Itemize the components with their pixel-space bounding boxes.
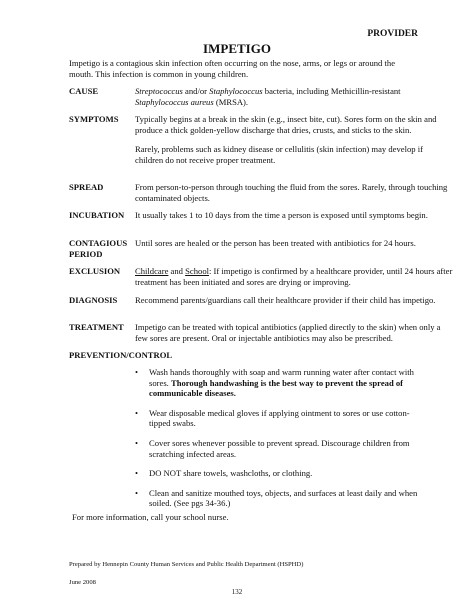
exclusion-school: School	[185, 266, 209, 276]
contagious-period-text: Until sores are healed or the person has been treated with antibiotics for 24 hours.	[135, 238, 416, 248]
symptoms-paragraph-2: Rarely, problems such as kidney disease or cellulitis (skin infection) may develop if children do not receive proper treatment.	[135, 144, 423, 165]
list-item	[135, 488, 425, 509]
treatment-text: Impetigo can be treated with topical antibiotics (applied directly to the skin) when only a few sores are present. Oral or injectable antibiotics may also be prescribed.	[135, 322, 441, 343]
contagious-label-line-1: CONTAGIOUS	[69, 238, 128, 248]
exclusion-label: EXCLUSION	[69, 266, 121, 276]
prevention-heading: PREVENTION/CONTROL	[69, 350, 173, 360]
prepared-by-footer: Prepared by Hennepin County Human Services and Public Health Department (HSPHD)	[69, 561, 304, 568]
bullet-icon: •	[135, 407, 139, 418]
prevention-item-2-text: Wear disposable medical gloves if applying ointment to sores or use cotton-tipped swabs.	[149, 407, 410, 429]
exclusion-detail: : If impetigo is confirmed by a healthcare provider, until 24 hours after treatment has been initiated and sores are drying or improving.	[135, 266, 453, 287]
diagnosis-label: DIAGNOSIS	[69, 295, 118, 305]
list-item	[135, 438, 425, 459]
cause-text	[135, 86, 453, 107]
page-title: IMPETIGO	[203, 41, 271, 56]
cause-label: CAUSE	[69, 86, 99, 96]
diagnosis-text: Recommend parents/guardians call their healthcare provider if their child has impetigo.	[135, 295, 436, 305]
symptoms-paragraph-1: Typically begins at a break in the skin (e.g., insect bite, cut). Sores form on the skin and produce a thick golden-yellow discharge that dries, crusts, and sticks to the skin.	[135, 114, 437, 135]
bullet-icon: •	[135, 367, 139, 377]
symptoms-label: SYMPTOMS	[69, 114, 119, 124]
page-number: 132	[231, 588, 243, 596]
prevention-item-4-text: DO NOT share towels, washcloths, or clothing.	[149, 468, 313, 479]
incubation-label: INCUBATION	[69, 210, 125, 220]
contagious-period-label	[69, 238, 133, 259]
prevention-list	[135, 367, 425, 518]
list-item	[135, 468, 425, 479]
list-item	[135, 408, 425, 429]
symptoms-text	[135, 114, 453, 174]
intro-paragraph: Impetigo is a contagious skin infection often occurring on the nose, arms, or legs or around the mouth. This infection is common in young children.	[69, 58, 396, 79]
exclusion-and: and	[168, 266, 186, 276]
cause-text-mid: bacteria, including Methicillin-resistant	[262, 86, 401, 96]
bullet-icon: •	[135, 487, 139, 498]
prevention-item-1-emphasis: Thorough handwashing is the best way to prevent the spread of communicable diseases.	[149, 377, 404, 399]
cause-text-end: (MRSA).	[213, 96, 249, 107]
publication-date: June 2008	[69, 579, 96, 586]
cause-organism-2: Staphylococcus	[209, 86, 263, 96]
prevention-item-1-text: Wash hands thoroughly with soap and warm running water after contact with sores.	[149, 367, 414, 388]
cause-organism-1: Streptococcus	[135, 86, 183, 96]
bullet-icon: •	[135, 437, 139, 448]
list-item	[135, 367, 425, 399]
provider-label: PROVIDER	[367, 29, 418, 39]
prevention-item-3-text: Cover sores whenever possible to prevent spread. Discourage children from scratching infected areas.	[149, 437, 410, 459]
more-info-text: For more information, call your school nurse.	[72, 512, 229, 522]
bullet-icon: •	[135, 468, 139, 479]
contagious-label-line-2: PERIOD	[69, 248, 103, 259]
cause-connector: and/or	[182, 86, 210, 96]
spread-text: From person-to-person through touching the fluid from the sores. Rarely, through touching contaminated objects.	[135, 182, 448, 203]
exclusion-text	[135, 266, 453, 287]
exclusion-childcare: Childcare	[135, 266, 169, 276]
treatment-label: TREATMENT	[69, 322, 124, 332]
prevention-item-5-text: Clean and sanitize mouthed toys, objects, and surfaces at least daily and when soiled. (See pgs 34-36.)	[149, 487, 418, 509]
cause-organism-3: Staphylococcus aureus	[135, 96, 214, 107]
incubation-text: It usually takes 1 to 10 days from the time a person is exposed until symptoms begin.	[135, 210, 428, 220]
spread-label: SPREAD	[69, 182, 104, 192]
